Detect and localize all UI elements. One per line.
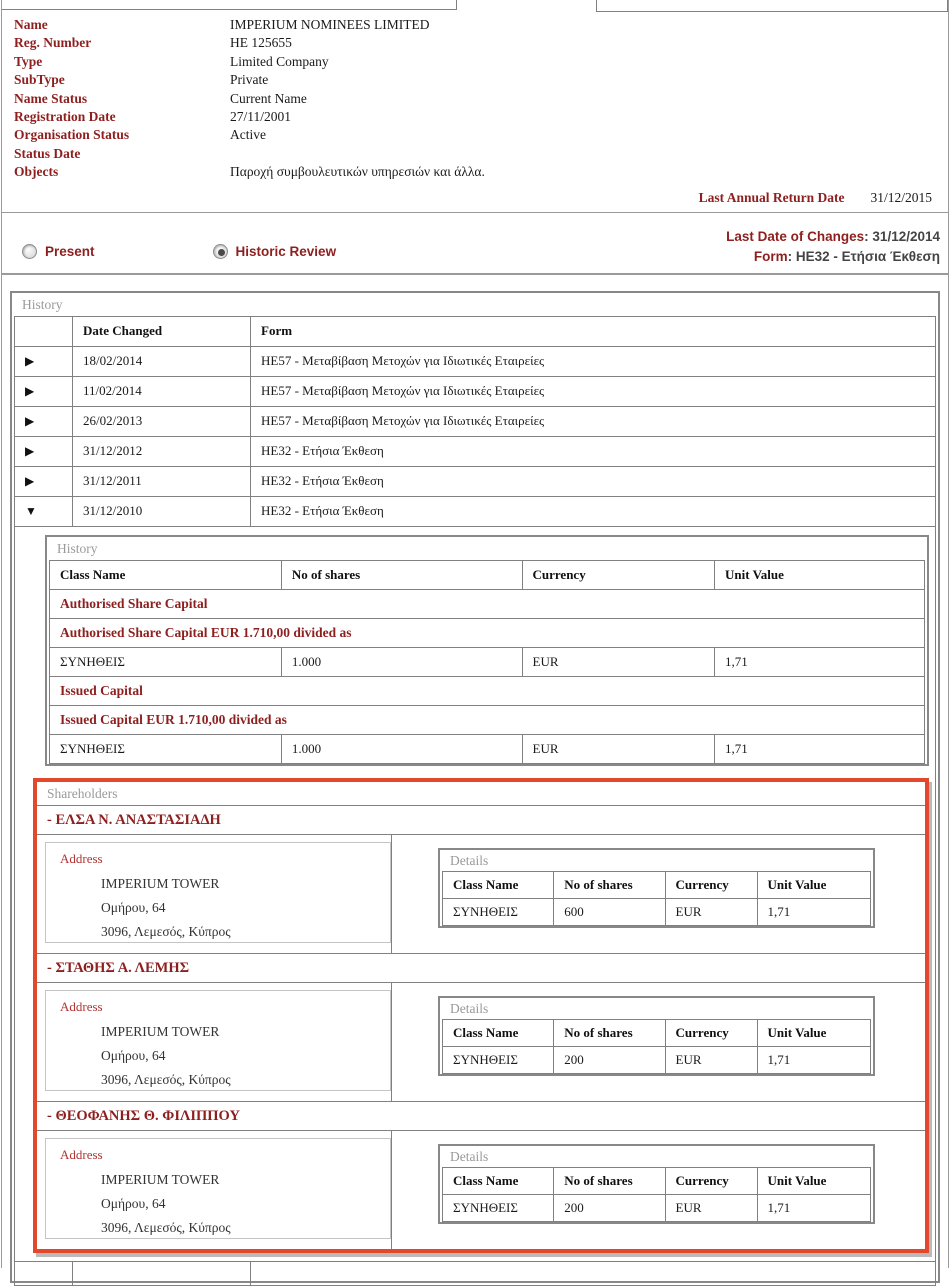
col-class-name: Class Name bbox=[443, 1167, 554, 1194]
view-radio-group bbox=[22, 227, 454, 267]
shareholder-address-cell bbox=[37, 983, 392, 1101]
details-table bbox=[442, 1019, 871, 1074]
radio-historic-label: Historic Review bbox=[235, 243, 337, 259]
page-frame bbox=[1, 0, 949, 1268]
expand-arrow-icon[interactable]: ▶ bbox=[15, 466, 73, 496]
details-panel bbox=[438, 1144, 875, 1224]
address-line: 3096, Λεμεσός, Κύπρος bbox=[101, 923, 231, 939]
authorised-detail-row bbox=[50, 618, 925, 647]
unit-value-cell: 1,71 bbox=[757, 898, 870, 925]
col-no-of-shares: No of shares bbox=[554, 871, 665, 898]
unit-value-cell: 1,71 bbox=[715, 734, 925, 763]
address-line: Ομήρου, 64 bbox=[101, 899, 166, 915]
history-header-date: Date Changed bbox=[73, 316, 251, 346]
expand-arrow-icon[interactable]: ▶ bbox=[15, 376, 73, 406]
address-line: Ομήρου, 64 bbox=[101, 1195, 166, 1211]
field-value: Παροχή συμβουλευτικών υπηρεσιών και άλλα. bbox=[230, 164, 485, 180]
shares-cell: 1.000 bbox=[281, 734, 522, 763]
class-name-cell: ΣΥΝΗΘΕΙΣ bbox=[50, 647, 282, 676]
shareholder-name: - ΘΕΟΦΑΝΗΣ Θ. ΦΙΛΙΠΠΟΥ bbox=[37, 1101, 925, 1131]
expanded-detail-cell bbox=[15, 526, 936, 1261]
field-value: HE 125655 bbox=[230, 35, 292, 51]
col-no-of-shares: No of shares bbox=[554, 1019, 665, 1046]
details-table bbox=[442, 1167, 871, 1222]
last-annual-return-row bbox=[14, 183, 940, 212]
expand-arrow-icon[interactable]: ▶ bbox=[15, 436, 73, 466]
details-data-row bbox=[443, 1194, 871, 1221]
radio-present[interactable] bbox=[22, 236, 95, 267]
field-label: Organisation Status bbox=[14, 127, 130, 143]
shareholder-block bbox=[37, 983, 925, 1101]
shareholder-details-cell bbox=[392, 983, 925, 1101]
currency-cell: EUR bbox=[522, 647, 715, 676]
field-value: Active bbox=[230, 127, 266, 143]
history-row bbox=[15, 346, 936, 376]
history-expanded-detail-row bbox=[15, 526, 936, 1261]
history-table bbox=[14, 316, 936, 1286]
history-row bbox=[15, 406, 936, 436]
field-value: Current Name bbox=[230, 90, 307, 106]
col-class-name: Class Name bbox=[443, 871, 554, 898]
currency-cell: EUR bbox=[522, 734, 715, 763]
field-row-subtype bbox=[14, 72, 940, 90]
shareholders-panel bbox=[33, 778, 929, 1253]
history-row bbox=[15, 436, 936, 466]
authorised-title-row bbox=[50, 589, 925, 618]
shareholder-details-cell bbox=[392, 1131, 925, 1249]
shares-cell: 200 bbox=[554, 1046, 665, 1073]
history-row bbox=[15, 376, 936, 406]
class-name-cell: ΣΥΝΗΘΕΙΣ bbox=[50, 734, 282, 763]
field-row-registration-date bbox=[14, 109, 940, 127]
expand-arrow-icon[interactable]: ▶ bbox=[15, 406, 73, 436]
shares-cell: 600 bbox=[554, 898, 665, 925]
address-legend: Address bbox=[60, 1146, 103, 1162]
history-row-form: HE57 - Μεταβίβαση Μετοχών για Ιδιωτικές Εταιρείες bbox=[251, 346, 936, 376]
col-class-name: Class Name bbox=[50, 560, 282, 589]
share-capital-panel bbox=[45, 535, 929, 766]
history-row-form: HE32 - Ετήσια Έκθεση bbox=[251, 436, 936, 466]
address-legend: Address bbox=[60, 850, 103, 866]
separator bbox=[2, 273, 948, 275]
details-table bbox=[442, 871, 871, 926]
col-currency: Currency bbox=[665, 1019, 757, 1046]
details-header-row bbox=[443, 1167, 871, 1194]
issued-detail-row bbox=[50, 705, 925, 734]
field-label: Name Status bbox=[14, 90, 88, 106]
field-label: Status Date bbox=[14, 145, 81, 161]
field-row-name-status bbox=[14, 91, 940, 109]
shareholder-address-cell bbox=[37, 835, 392, 953]
radio-button-selected-icon[interactable] bbox=[213, 244, 228, 259]
currency-cell: EUR bbox=[665, 1046, 757, 1073]
field-label: Reg. Number bbox=[14, 35, 92, 51]
col-unit-value: Unit Value bbox=[715, 560, 925, 589]
history-row-date: 31/12/2012 bbox=[73, 436, 251, 466]
history-row-date: 31/12/2011 bbox=[73, 466, 251, 496]
address-line: IMPERIUM TOWER bbox=[101, 875, 220, 891]
issued-title-row bbox=[50, 676, 925, 705]
shares-cell: 200 bbox=[554, 1194, 665, 1221]
history-header-arrow bbox=[15, 316, 73, 346]
col-currency: Currency bbox=[522, 560, 715, 589]
shareholders-legend: Shareholders bbox=[47, 785, 118, 801]
col-no-of-shares: No of shares bbox=[281, 560, 522, 589]
last-date-of-changes-label: Last Date of Changes bbox=[726, 228, 865, 244]
unit-value-cell: 1,71 bbox=[757, 1194, 870, 1221]
field-value: 27/11/2001 bbox=[230, 108, 292, 124]
col-currency: Currency bbox=[665, 871, 757, 898]
history-panel bbox=[10, 291, 940, 1283]
radio-historic-review[interactable] bbox=[213, 236, 337, 267]
col-unit-value: Unit Value bbox=[757, 1019, 870, 1046]
currency-cell: EUR bbox=[665, 898, 757, 925]
history-row-form: HE57 - Μεταβίβαση Μετοχών για Ιδιωτικές Εταιρείες bbox=[251, 406, 936, 436]
history-panel-legend: History bbox=[22, 296, 63, 312]
field-row-type bbox=[14, 54, 940, 72]
class-name-cell: ΣΥΝΗΘΕΙΣ bbox=[443, 898, 554, 925]
field-value: IMPERIUM NOMINEES LIMITED bbox=[230, 17, 430, 32]
details-header-row bbox=[443, 1019, 871, 1046]
field-row-objects bbox=[14, 164, 940, 182]
history-row-form bbox=[251, 1261, 936, 1285]
history-row-form: HE32 - Ετήσια Έκθεση bbox=[251, 466, 936, 496]
history-header-form: Form bbox=[251, 316, 936, 346]
class-name-cell: ΣΥΝΗΘΕΙΣ bbox=[443, 1194, 554, 1221]
shareholder-details-cell bbox=[392, 835, 925, 953]
address-line: IMPERIUM TOWER bbox=[101, 1171, 220, 1187]
history-row-date: 18/02/2014 bbox=[73, 346, 251, 376]
details-panel bbox=[438, 848, 875, 928]
share-capital-table bbox=[49, 560, 925, 764]
details-data-row bbox=[443, 1046, 871, 1073]
field-label: Objects bbox=[14, 164, 59, 180]
history-row-date: 31/12/2010 bbox=[73, 496, 251, 526]
details-legend: Details bbox=[450, 1000, 489, 1016]
radio-button-icon[interactable] bbox=[22, 244, 37, 259]
shares-cell: 1.000 bbox=[281, 647, 522, 676]
shareholder-name: - ΣΤΑΘΗΣ Α. ΛΕΜΗΣ bbox=[37, 953, 925, 983]
field-row-status-date bbox=[14, 146, 940, 164]
form-label: Form bbox=[753, 248, 788, 264]
form-value: HE32 - Ετήσια Έκθεση bbox=[795, 248, 940, 264]
address-line: 3096, Λεμεσός, Κύπρος bbox=[101, 1219, 231, 1235]
issued-capital-detail: Issued Capital EUR 1.710,00 divided as bbox=[50, 705, 925, 734]
history-row-date: 11/02/2014 bbox=[73, 376, 251, 406]
field-label: Registration Date bbox=[14, 108, 116, 124]
details-legend: Details bbox=[450, 1148, 489, 1164]
issued-data-row bbox=[50, 734, 925, 763]
currency-cell: EUR bbox=[665, 1194, 757, 1221]
shareholder-name: - ΕΛΣΑ Ν. ΑΝΑΣΤΑΣΙΑΔΗ bbox=[37, 805, 925, 835]
col-unit-value: Unit Value bbox=[757, 871, 870, 898]
field-label: Name bbox=[14, 17, 48, 32]
authorised-capital-title: Authorised Share Capital bbox=[50, 589, 925, 618]
shareholder-address-cell bbox=[37, 1131, 392, 1249]
history-header-row bbox=[15, 316, 936, 346]
history-row-form: HE32 - Ετήσια Έκθεση bbox=[251, 496, 936, 526]
radio-present-label: Present bbox=[45, 243, 95, 259]
history-row-partial bbox=[15, 1261, 936, 1285]
field-value: Private bbox=[230, 72, 269, 88]
view-toggle-row bbox=[2, 213, 948, 273]
share-capital-legend: History bbox=[57, 540, 98, 556]
authorised-data-row bbox=[50, 647, 925, 676]
form-line: Form: HE32 - Ετήσια Έκθεση bbox=[753, 248, 940, 264]
details-panel bbox=[438, 996, 875, 1076]
company-info-section bbox=[2, 0, 948, 212]
field-row-name bbox=[14, 17, 940, 35]
col-class-name: Class Name bbox=[443, 1019, 554, 1046]
issued-capital-title: Issued Capital bbox=[50, 676, 925, 705]
collapse-arrow-icon[interactable]: ▼ bbox=[15, 496, 73, 526]
changes-info bbox=[726, 227, 944, 267]
history-row-expanded bbox=[15, 496, 936, 526]
last-annual-return-label: Last Annual Return Date bbox=[698, 189, 845, 205]
unit-value-cell: 1,71 bbox=[715, 647, 925, 676]
last-date-of-changes-value: 31/12/2014 bbox=[872, 228, 940, 244]
field-row-organisation-status bbox=[14, 127, 940, 145]
last-annual-return-value: 31/12/2015 bbox=[870, 189, 932, 205]
address-panel bbox=[45, 842, 391, 943]
col-no-of-shares: No of shares bbox=[554, 1167, 665, 1194]
history-row bbox=[15, 466, 936, 496]
authorised-capital-detail: Authorised Share Capital EUR 1.710,00 divided as bbox=[50, 618, 925, 647]
shareholder-block bbox=[37, 1131, 925, 1249]
details-header-row bbox=[443, 871, 871, 898]
address-panel bbox=[45, 1138, 391, 1239]
col-currency: Currency bbox=[665, 1167, 757, 1194]
address-line: IMPERIUM TOWER bbox=[101, 1023, 220, 1039]
field-label: Type bbox=[14, 53, 43, 69]
history-row-date bbox=[73, 1261, 251, 1285]
expand-arrow-cell[interactable] bbox=[15, 1261, 73, 1285]
details-legend: Details bbox=[450, 852, 489, 868]
history-row-date: 26/02/2013 bbox=[73, 406, 251, 436]
details-data-row bbox=[443, 898, 871, 925]
field-value: Limited Company bbox=[230, 53, 329, 69]
address-line: Ομήρου, 64 bbox=[101, 1047, 166, 1063]
class-name-cell: ΣΥΝΗΘΕΙΣ bbox=[443, 1046, 554, 1073]
field-label: SubType bbox=[14, 72, 65, 88]
address-panel bbox=[45, 990, 391, 1091]
unit-value-cell: 1,71 bbox=[757, 1046, 870, 1073]
field-row-reg-number bbox=[14, 35, 940, 53]
last-date-of-changes-line: Last Date of Changes: 31/12/2014 bbox=[726, 228, 940, 244]
expand-arrow-icon[interactable]: ▶ bbox=[15, 346, 73, 376]
address-line: 3096, Λεμεσός, Κύπρος bbox=[101, 1071, 231, 1087]
history-row-form: HE57 - Μεταβίβαση Μετοχών για Ιδιωτικές Εταιρείες bbox=[251, 376, 936, 406]
share-capital-header-row bbox=[50, 560, 925, 589]
shareholder-block bbox=[37, 835, 925, 953]
col-unit-value: Unit Value bbox=[757, 1167, 870, 1194]
address-legend: Address bbox=[60, 998, 103, 1014]
